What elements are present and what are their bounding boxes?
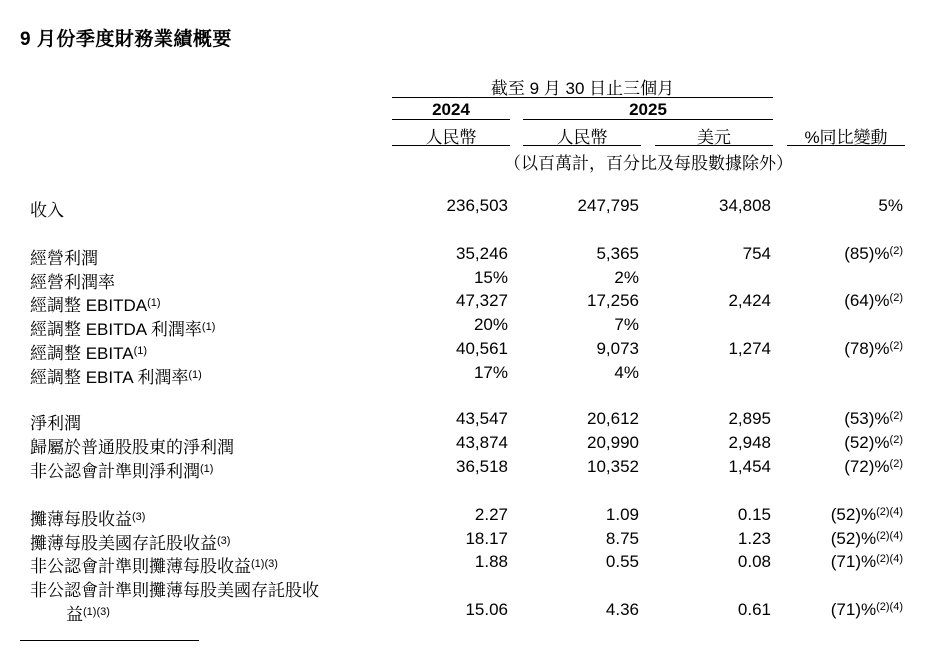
- row-label-text: 經調整 EBITA 利潤率: [30, 368, 189, 387]
- page-title: 9 月份季度財務業績概要: [20, 29, 232, 50]
- row-label: [30, 196, 64, 221]
- yoy-value: (71)%: [830, 600, 877, 619]
- value-2024-rmb: 15.06: [465, 600, 508, 619]
- row-label: [30, 457, 213, 482]
- row-label-text: 經調整 EBITDA: [30, 296, 148, 315]
- row-label-text: 攤薄每股美國存託股收益: [30, 534, 217, 553]
- value-2025-usd: 1,454: [728, 457, 771, 476]
- yoy-change: [844, 339, 903, 359]
- yoy-value: (52)%: [830, 529, 877, 548]
- yoy-value: (72)%: [844, 457, 890, 476]
- yoy-change: [878, 196, 903, 216]
- value-2025-rmb: 8.75: [605, 529, 639, 548]
- row-label-text: 非公認會計準則攤薄每股收益: [30, 557, 251, 576]
- row-label-text: 歸屬於普通股股東的淨利潤: [30, 438, 234, 457]
- footnote-ref: (2): [889, 458, 903, 470]
- table-row: [0, 363, 936, 387]
- unit-note: （以百萬計，百分比及每股數據除外）: [504, 154, 793, 173]
- table-row: [0, 339, 936, 363]
- value-2024-rmb: 15%: [473, 268, 508, 287]
- header-rule: [655, 145, 773, 146]
- table-row: [0, 315, 936, 339]
- row-label: [30, 576, 319, 601]
- table-row: [0, 457, 936, 481]
- footnote-ref: (1): [200, 463, 214, 475]
- table-row: [0, 600, 936, 624]
- value-2025-rmb: 247,795: [577, 196, 639, 215]
- table-row: [0, 409, 936, 433]
- yoy-value: (64)%: [844, 291, 890, 310]
- value-2024-rmb: 36,518: [456, 457, 508, 476]
- row-label-text: 非公認會計準則攤薄每股美國存託股收: [30, 581, 319, 600]
- row-label: [30, 339, 147, 364]
- value-2024-rmb: 18.17: [465, 529, 508, 548]
- footnote-ref: (2)(4): [876, 601, 903, 613]
- yoy-change: [831, 529, 903, 549]
- value-2024-rmb: 43,874: [456, 433, 508, 452]
- row-label: [30, 433, 234, 458]
- value-2025-rmb: 7%: [614, 315, 639, 334]
- header-rule: [392, 145, 510, 146]
- value-2025-usd: 0.08: [737, 552, 771, 571]
- row-label-text: 經調整 EBITDA 利潤率: [30, 320, 202, 339]
- yoy-change: [831, 600, 903, 620]
- value-2024-rmb: 40,561: [456, 339, 508, 358]
- row-label-text: 收入: [30, 201, 64, 220]
- yoy-change: [844, 244, 903, 264]
- table-row: [0, 433, 936, 457]
- row-label-text: 攤薄每股收益: [30, 510, 132, 529]
- table-row: [0, 576, 936, 600]
- value-2024-rmb: 2.27: [474, 505, 508, 524]
- col-rmb-2025-header: 人民幣: [556, 128, 608, 147]
- value-2024-rmb: 17%: [473, 363, 508, 382]
- header-rule: [787, 145, 905, 146]
- value-2025-rmb: 4.36: [605, 600, 639, 619]
- value-2025-usd: 0.15: [737, 505, 771, 524]
- header-rule: [392, 119, 510, 120]
- value-2025-rmb: 4%: [614, 363, 639, 382]
- row-label: [30, 505, 145, 530]
- footnote-ref: (1): [188, 369, 202, 381]
- table-row: [0, 268, 936, 292]
- footnote-divider: [20, 640, 199, 641]
- value-2025-rmb: 2%: [614, 268, 639, 287]
- value-2025-rmb: 9,073: [596, 339, 639, 358]
- table-row: [0, 196, 936, 220]
- yoy-value: (52)%: [844, 433, 890, 452]
- row-label: [30, 268, 115, 293]
- row-label-text: 經調整 EBITA: [30, 344, 134, 363]
- header-rule: [523, 119, 773, 120]
- yoy-value: (85)%: [844, 244, 890, 263]
- row-label: [30, 529, 230, 554]
- footnote-ref: (2)(4): [876, 553, 903, 565]
- value-2025-rmb: 0.55: [605, 552, 639, 571]
- year-2024-header: 2024: [432, 100, 470, 119]
- yoy-change: [844, 409, 903, 429]
- footnote-ref: (1)(3): [83, 606, 110, 618]
- row-label-text: 益: [66, 605, 83, 624]
- footnote-ref: (1): [133, 345, 148, 357]
- row-label: [30, 315, 215, 340]
- table-row: [0, 552, 936, 576]
- row-label-text: 非公認會計準則淨利潤: [30, 462, 200, 481]
- value-2025-rmb: 10,352: [587, 457, 639, 476]
- value-2025-rmb: 17,256: [587, 291, 639, 310]
- row-label: [30, 291, 161, 316]
- footnote-ref: (2): [889, 292, 903, 304]
- footnote-ref: (2)(4): [876, 530, 903, 542]
- value-2025-usd: 1,274: [728, 339, 771, 358]
- value-2025-rmb: 20,990: [587, 433, 639, 452]
- footnote-ref: (2): [889, 410, 903, 422]
- col-yoy-header: %同比變動: [804, 128, 888, 147]
- value-2025-usd: 1.23: [737, 529, 771, 548]
- yoy-change: [831, 552, 903, 572]
- value-2024-rmb: 43,547: [456, 409, 508, 428]
- value-2025-usd: 2,948: [728, 433, 771, 452]
- yoy-change: [831, 505, 903, 525]
- col-rmb-2024-header: 人民幣: [425, 128, 477, 147]
- footnote-ref: (1): [147, 297, 161, 309]
- value-2025-rmb: 1.09: [605, 505, 639, 524]
- value-2025-rmb: 5,365: [596, 244, 639, 263]
- year-2025-header: 2025: [629, 100, 667, 119]
- value-2024-rmb: 35,246: [456, 244, 508, 263]
- header-rule: [523, 145, 641, 146]
- table-row: [0, 505, 936, 529]
- value-2024-rmb: 20%: [473, 315, 508, 334]
- yoy-value: (52)%: [830, 505, 877, 524]
- footnote-ref: (2): [889, 340, 903, 352]
- value-2025-usd: 0.61: [737, 600, 771, 619]
- value-2025-rmb: 20,612: [587, 409, 639, 428]
- footnote-ref: (1)(3): [251, 558, 278, 570]
- period-header: 截至 9 月 30 日止三個月: [490, 79, 675, 98]
- header-rule: [392, 97, 773, 98]
- value-2024-rmb: 1.88: [474, 552, 508, 571]
- value-2025-usd: 754: [742, 244, 771, 263]
- row-label-text: 經營利潤: [30, 249, 98, 268]
- value-2025-usd: 34,808: [719, 196, 771, 215]
- yoy-change: [844, 291, 903, 311]
- value-2024-rmb: 47,327: [456, 291, 508, 310]
- footnote-ref: (1): [201, 321, 216, 333]
- row-label-text: 淨利潤: [30, 414, 81, 433]
- yoy-change: [844, 457, 903, 477]
- footnote-ref: (2): [889, 245, 903, 257]
- value-2024-rmb: 236,503: [446, 196, 508, 215]
- row-label: [30, 363, 202, 388]
- row-label-text: 經營利潤率: [30, 273, 115, 292]
- row-label: [30, 244, 98, 269]
- yoy-value: (53)%: [844, 409, 890, 428]
- table-row: [0, 529, 936, 553]
- row-label: [66, 600, 110, 625]
- yoy-value: 5%: [878, 196, 903, 215]
- footnote-ref: (3): [132, 511, 146, 523]
- footnote-ref: (2)(4): [876, 506, 903, 518]
- footnote-ref: (3): [217, 535, 231, 547]
- yoy-change: [844, 433, 903, 453]
- row-label: [30, 552, 278, 577]
- row-label: [30, 409, 81, 434]
- value-2025-usd: 2,895: [728, 409, 771, 428]
- yoy-value: (78)%: [844, 339, 890, 358]
- table-row: [0, 244, 936, 268]
- value-2025-usd: 2,424: [728, 291, 771, 310]
- table-row: [0, 291, 936, 315]
- col-usd-header: 美元: [697, 128, 731, 147]
- footnote-ref: (2): [889, 434, 903, 446]
- yoy-value: (71)%: [830, 552, 877, 571]
